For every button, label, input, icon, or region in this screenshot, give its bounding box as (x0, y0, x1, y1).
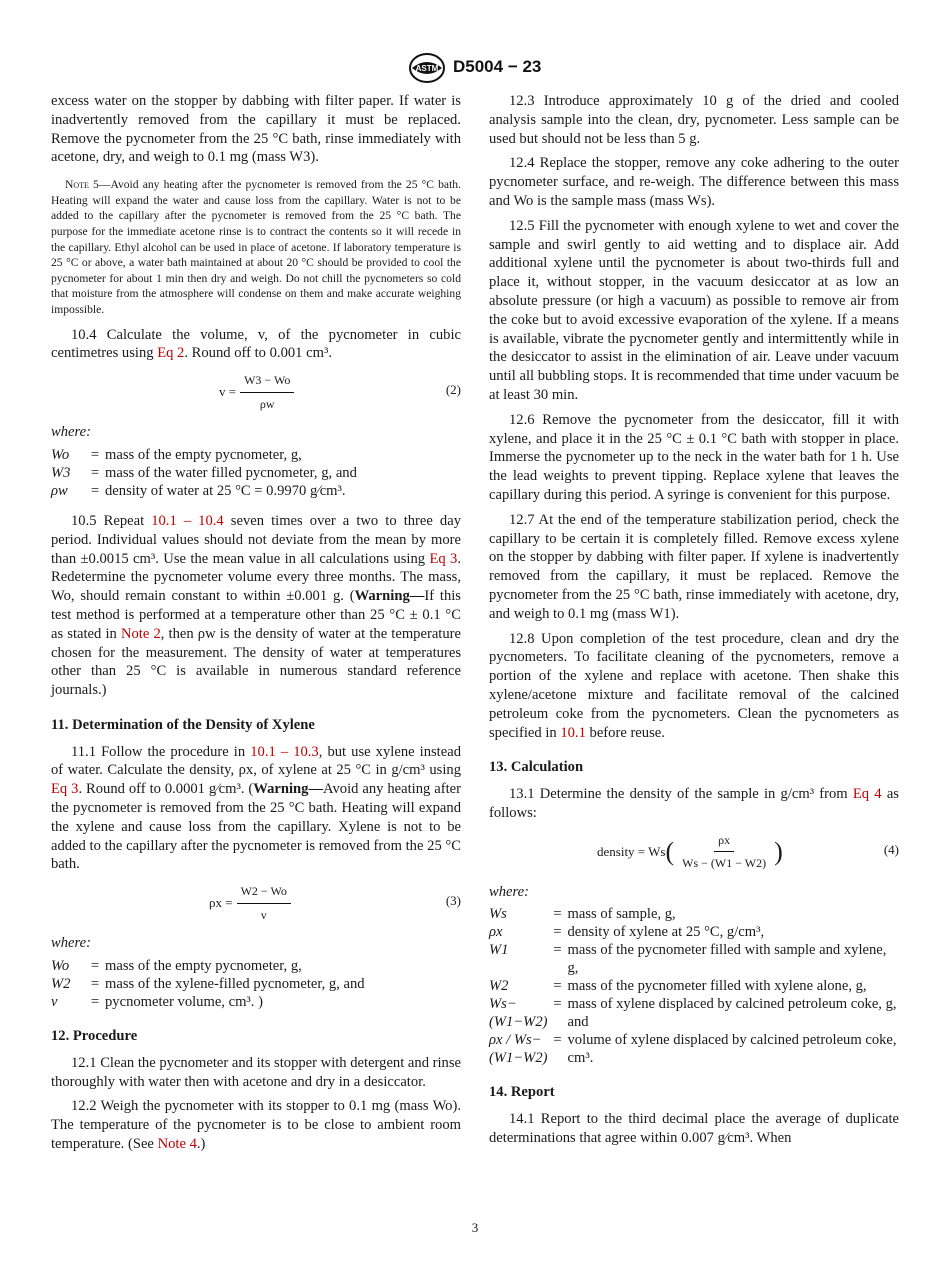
note-5 (51, 177, 461, 317)
paragraph-12-6: 12.6 Remove the pycnometer from the desiccator, fill it with xylene, and place it in the 25 °C ± 0.1 °C bath with stopper in place. Immerse the pycnometer up to the neck in the water bath for 1 h. Use the lead weights to prevent tipping. Replace xylene that leaves the capillary during this period. A syringe is convenient for this purpose. (489, 411, 899, 503)
note-text: —Avoid any heating after the pycnometer is removed from the 25 °C bath. Heating will expand the water and cause loss from the capillary. Water is not to be added to the capillary after the pycnometer is removed from the 25 °C bath. The purpose for the immediate acetone rinse is to contract the contents so it will recede in the capillary. Ethyl alcohol can be used in place of acetone. If laboratory temperature is 25 °C or above, a water bath maintained at about 20 °C should be provided to cool the pycnometer for about 1 min then dry and weigh. Do not chill the pycnometers so cold that moisture from the atmosphere will condense on them and make accurate weighing impossible. (51, 178, 461, 316)
definition-row: v = pycnometer volume, cm³. ) (51, 994, 263, 1011)
definition-row: W2 = mass of the pycnometer filled with xylene alone, g, (489, 978, 867, 995)
eq4-numerator: ρx (714, 831, 734, 853)
left-column (51, 92, 461, 1160)
astm-logo-icon (408, 52, 446, 84)
definition-row: Wo = mass of the empty pycnometer, g, (51, 958, 302, 975)
definition-row: Ws−(W1−W2) = mass of xylene displaced by calcined petroleum coke, g, and (489, 996, 897, 1031)
paragraph-10-5: 10.5 Repeat 10.1 – 10.4 seven times over a two to three day period. Individual values should not deviate from the mean by more than ±0.0015 cm³. Use the mean value in all calculations using Eq 3. Redetermine the pycnometer volume every three months. The mass, Wo, should remain constant to within ±0.001 g. (Warning—If this test method is performed at a temperature other than 25 °C ± 0.1 °C as stated in Note 2, then ρw is the density of water at the temperature chosen for the measurement. The density of water at temperatures other than 25 °C is available in numerous standard reference journals.) (51, 512, 462, 699)
right-column (489, 92, 899, 1154)
section-12-heading: 12. Procedure (51, 1028, 138, 1045)
paragraph-13-1: 13.1 Determine the density of the sample in g/cm³ from Eq 4 as follows: (489, 786, 899, 821)
eq4-link[interactable]: Eq 4 (852, 786, 882, 803)
svg-text:ASTM: ASTM (415, 64, 439, 73)
paragraph-12-8: 12.8 Upon completion of the test procedure, clean and dry the pycnometers. To facilitate cleaning of the pycnometers, remove a portion of the xylene and replace with acetone. Then shake this xylene/acetone mixture and facilitate removal of the calcined petroleum coke from the pycnometers. Clean the pycnometers as specified in 10.1 before reuse. (489, 630, 899, 741)
paragraph-12-2: 12.2 Weigh the pycnometer with its stopper to 0.1 mg (mass Wo). The temperature of the pycnometer is to be close to ambient room temperature. (See Note 4.) (51, 1098, 461, 1153)
document-id: D5004 − 23 (453, 57, 542, 76)
definitions-eq3 (51, 957, 461, 1011)
paragraph-12-7: 12.7 At the end of the temperature stabilization period, check the capillary to be certain it is completely filled. Remove excess xylene on the stopper by dabbing with filter paper. If xylene is inadvertently removed from the capillary, it must be replaced. Remove the pycnometer from the 25 °C bath, rinse immediately with acetone, dry, and weigh to 0.1 mg (mass W1). (489, 511, 899, 622)
definition-row: ρx = density of xylene at 25 °C, g/cm³, (489, 924, 765, 941)
eq4-lhs: density = Ws (597, 843, 666, 859)
definition-row: ρx / Ws−(W1−W2) = volume of xylene displaced by calcined petroleum coke, cm³. (489, 1032, 897, 1067)
paragraph-14-1: 14.1 Report to the third decimal place the average of duplicate determinations that agree within 0.007 g⁄cm³. When (489, 1111, 899, 1147)
definition-row: W1 = mass of the pycnometer filled with sample and xylene, g, (489, 942, 887, 977)
eq2-lhs: v = (219, 384, 237, 400)
eq2-numerator: W3 − Wo (240, 371, 294, 393)
paragraph-continuation: excess water on the stopper by dabbing with filter paper. If water is inadvertently removed from the capillary it must be replaced. Remove the pycnometer from the 25 °C bath, rinse immediately with acetone, dry, and weigh to 0.1 mg (mass W3). (51, 93, 461, 166)
note-4-link[interactable]: Note 4 (157, 1136, 197, 1153)
definition-row: ρw = density of water at 25 °C = 0.9970 g⁄cm³. (51, 482, 346, 499)
eq3-lhs: ρx = (209, 895, 233, 911)
eq4-number: (4) (883, 841, 899, 857)
eq2-number: (2) (445, 382, 461, 398)
where-label: where: (51, 424, 91, 441)
definitions-eq2 (51, 446, 461, 500)
paragraph-12-5: 12.5 Fill the pycnometer with enough xylene to wet and cover the sample and swirl gently to aid wetting and to displace air. Add additional xylene until the pycnometer is about two-thirds full and place it, without stopper, in the vacuum desiccator at as low an absolute pressure (or high a vacuum) as possible to remove air from the coke but to avoid excessive evaporation of the xylene. If a means is available, vibrate the pycnometer gently and intermittently while in the desiccator to assist in the elimination of air. Leave under vacuum until all bubbling stops. It is recommended that time under vacuum be at least 30 min. (489, 217, 899, 403)
eq3-denominator: v (260, 908, 267, 923)
definition-row: Wo = mass of the empty pycnometer, g, (51, 446, 302, 463)
section-10-1-10-4-link[interactable]: 10.1 – 10.4 (151, 512, 224, 529)
eq4-denominator: Ws − (W1 − W2) (682, 856, 767, 871)
section-14-heading: 14. Report (489, 1084, 555, 1101)
paragraph-10-4: 10.4 Calculate the volume, v, of the pycnometer in cubic centimetres using Eq 2. Round off to 0.001 cm³. (51, 326, 461, 362)
paragraph-12-1: 12.1 Clean the pycnometer and its stopper with detergent and rinse thoroughly with water then with acetone and dry in a desiccator. (51, 1054, 462, 1090)
paragraph-12-4: 12.4 Replace the stopper, remove any coke adhering to the outer pycnometer surface, and re-weigh. The difference between this mass and Wo is the sample mass (mass Ws). (489, 155, 899, 209)
note-label: Note 5 (65, 178, 99, 192)
definition-row: W2 = mass of the xylene-filled pycnometer, g, and (51, 976, 365, 993)
paragraph-12-3: 12.3 Introduce approximately 10 g of the dried and cooled analysis sample into the clean, dry, pycnometer. Less sample can be used but should not be less than 5 g. (489, 93, 899, 147)
eq3-numerator: W2 − Wo (237, 882, 291, 904)
equation-4: density = Ws ( $\frac{\rho x}{Ws - (W1 - W2)}$ ) (4) (489, 829, 899, 873)
page-header (0, 52, 950, 86)
page-number: 3 (471, 1220, 479, 1235)
equation-3 (51, 880, 461, 924)
equation-2 (51, 369, 461, 413)
eq3-link[interactable]: Eq 3 (429, 550, 458, 567)
eq3-number: (3) (445, 893, 461, 909)
section-10-1-10-3-link[interactable]: 10.1 – 10.3 (250, 743, 319, 760)
eq3-link[interactable]: Eq 3 (51, 781, 79, 798)
section-10-1-link[interactable]: 10.1 (560, 724, 586, 741)
definitions-eq4 (489, 905, 899, 1067)
where-label: where: (489, 883, 529, 900)
section-11-heading: 11. Determination of the Density of Xylene (51, 716, 315, 733)
definition-row: W3 = mass of the water filled pycnometer, g, and (51, 464, 357, 481)
section-13-heading: 13. Calculation (489, 759, 584, 776)
paragraph-11-1: 11.1 Follow the procedure in 10.1 – 10.3, but use xylene instead of water. Calculate the density, ρx, of xylene at 25 °C in g/cm³ using Eq 3. Round off to 0.0001 g⁄cm³. (Warning—Avoid any heating after the pycnometer is removed from the 25 °C bath. Heating will expand the xylene and cause loss from the capillary. Xylene is not to be added to the capillary after the pycnometer is removed from the 25 °C bath. (51, 743, 461, 873)
eq2-denominator: ρw (259, 396, 275, 411)
note-2-link[interactable]: Note 2 (120, 625, 161, 642)
eq2-link[interactable]: Eq 2 (157, 345, 185, 362)
where-label: where: (51, 935, 91, 952)
definition-row: Ws = mass of sample, g, (489, 906, 676, 923)
